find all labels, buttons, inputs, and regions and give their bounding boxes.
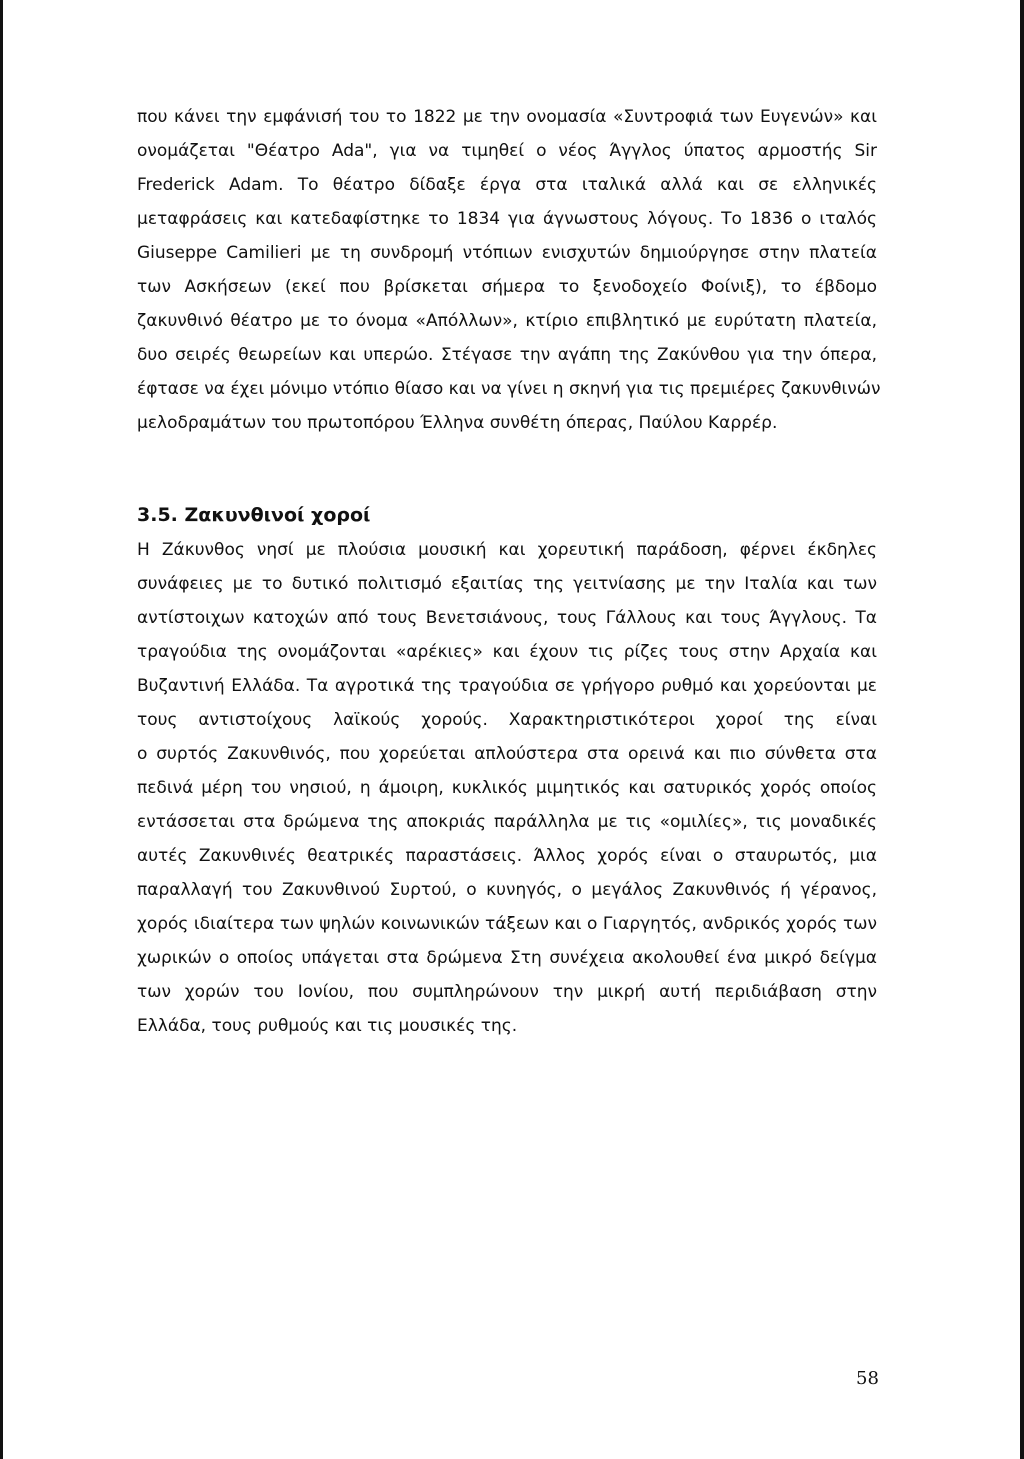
text-line: ο συρτός Ζακυνθινός, που χορεύεται απλούστερα στα ορεινά και πιο σύνθετα στα bbox=[137, 744, 877, 764]
text-line: μεταφράσεις και κατεδαφίστηκε το 1834 για άγνωστους λόγους. Το 1836 ο ιταλός bbox=[137, 209, 877, 229]
text-line: πεδινά μέρη του νησιού, η άμοιρη, κυκλικός μιμητικός και σατυρικός χορός οποίος bbox=[137, 778, 877, 798]
text-line: χωρικών ο οποίος υπάγεται στα δρώμενα Στη συνέχεια ακολουθεί ένα μικρό δείγμα bbox=[137, 948, 877, 968]
text-line: τους αντιστοίχους λαϊκούς χορούς. Χαρακτηριστικότεροι χοροί της είναι bbox=[137, 710, 877, 730]
text-line: συνάφειες με το δυτικό πολιτισμό εξαιτίας της γειτνίασης με την Ιταλία και των bbox=[137, 574, 877, 594]
text-line: των Ασκήσεων (εκεί που βρίσκεται σήμερα το ξενοδοχείο Φοίνιξ), το έβδομο bbox=[137, 277, 877, 297]
page-edge-left bbox=[0, 0, 3, 1459]
text-line: έφτασε να έχει μόνιμο ντόπιο θίασο και να γίνει η σκηνή για τις πρεμιέρες ζακυνθινών bbox=[137, 379, 881, 399]
page-number: 58 bbox=[856, 1368, 879, 1389]
text-line: παραλλαγή του Ζακυνθινού Συρτού, ο κυνηγός, ο μεγάλος Ζακυνθινός ή γέρανος, bbox=[137, 880, 877, 900]
text-line: Ελλάδα, τους ρυθμούς και τις μουσικές της. bbox=[137, 1016, 518, 1036]
text-line: τραγούδια της ονομάζονται «αρέκιες» και έχουν τις ρίζες τους στην Αρχαία και bbox=[137, 642, 877, 662]
text-line: Η Ζάκυνθος νησί με πλούσια μουσική και χορευτική παράδοση, φέρνει έκδηλες bbox=[137, 540, 877, 560]
text-line: Frederick Adam. Το θέατρο δίδαξε έργα στα ιταλικά αλλά και σε ελληνικές bbox=[137, 175, 877, 195]
text-line: Βυζαντινή Ελλάδα. Τα αγροτικά της τραγούδια σε γρήγορο ρυθμό και χορεύονται με bbox=[137, 676, 877, 696]
text-line: που κάνει την εμφάνισή του το 1822 με την ονομασία «Συντροφιά των Ευγενών» και bbox=[137, 107, 877, 127]
text-line: εντάσσεται στα δρώμενα της αποκριάς παράλληλα με τις «ομιλίες», τις μοναδικές bbox=[137, 812, 877, 832]
section-heading: 3.5. Ζακυνθινοί χοροί bbox=[137, 504, 371, 526]
page-edge-right bbox=[1020, 0, 1024, 1459]
text-line: αυτές Ζακυνθινές θεατρικές παραστάσεις. Άλλος χορός είναι ο σταυρωτός, μια bbox=[137, 846, 877, 866]
text-line: δυο σειρές θεωρείων και υπερώο. Στέγασε την αγάπη της Ζακύνθου για την όπερα, bbox=[137, 345, 877, 365]
text-line: των χορών του Ιονίου, που συμπληρώνουν την μικρή αυτή περιδιάβαση στην bbox=[137, 982, 877, 1002]
text-line: αντίστοιχων κατοχών από τους Βενετσιάνους, τους Γάλλους και τους Άγγλους. Τα bbox=[137, 608, 877, 628]
text-line: ζακυνθινό θέατρο με το όνομα «Απόλλων», κτίριο επιβλητικό με ευρύτατη πλατεία, bbox=[137, 311, 877, 331]
text-line: μελοδραμάτων του πρωτοπόρου Έλληνα συνθέτη όπερας, Παύλου Καρρέρ. bbox=[137, 413, 778, 433]
text-line: ονομάζεται "Θέατρο Ada", για να τιμηθεί ο νέος Άγγλος ύπατος αρμοστής Sir bbox=[137, 141, 877, 161]
text-line: Giuseppe Camilieri με τη συνδρομή ντόπιων ενισχυτών δημιούργησε στην πλατεία bbox=[137, 243, 877, 263]
text-line: χορός ιδιαίτερα των ψηλών κοινωνικών τάξεων και ο Γιαργητός, ανδρικός χορός των bbox=[137, 914, 877, 934]
